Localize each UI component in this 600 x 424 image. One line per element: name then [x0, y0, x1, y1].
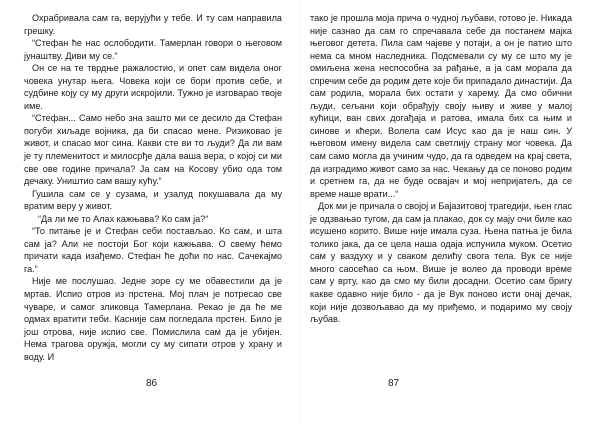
left-paragraph: “Стефан ће нас ослободити. Тамерлан говори о његовом јунаштву. Диви му се.“ — [24, 38, 282, 61]
left-paragraph: “То питање је и Стефан себи постављао. Ко сам, и шта сам ја? Али не постоји Бог који кажњава. О свему ћемо причати када изађемо. Стефан ће доћи по нас. Сачекајмо га.“ — [24, 226, 282, 274]
right-paragraph: тако је прошла моја прича о чудној љубави, готово је. Никада није сазнао да сам го спречавала себе да постанем мајка његовог детета. Пила сам чајеве у потаји, а он је патио што нема са мном наследника. Подсмевали су му се што му је омиљена жена неспособна за рађање, а ја сам морала да спречим себе да родим дете које би припадало династији. Да сам родила, морала бих остати у харему. Да смо обични људи, сељани који обрађују своју њиву и живе у малој кућици, ван свих догађаја и ратова, имала бих са њим и синове и кћери. Волела сам Исус као да је наш син. У његовом имену видела сам светлију страну мог човека. Да сам само могла да учиним чудо, да га одведем на крај света, да изградимо живот само за нас. Чекању да се поново родим и сретнем га, да не буде освајач и мој непријатељ, да се време наше врати...“ — [310, 13, 572, 199]
left-paragraph: Охрабривала сам га, верујући у тебе. И ту сам направила грешку. — [24, 13, 282, 36]
left-paragraph: Није ме послушао. Једне зоре су ме обавестили да је мртав. Испио отров из прстена. Мој плач је потресао све чуваре, и самог зликовца Тамерлана. Рекао је да ће ме одмах вратити теби. Касније сам погледала прстен. Било је још отрова, није испио све. Помислила сам да је убијен. Нема трагова оружја, могли су му сипати отров у храну и воду. И — [24, 276, 282, 362]
left-paragraph: “Да ли ме то Алах кажњава? Ко сам ја?“ — [38, 213, 209, 224]
left-page-text — [24, 12, 282, 363]
right-paragraph: Док ми је причала о својој и Бајазитовој трагедији, њен глас је одзвањао тугом, да сам ја плакао, док су мају очи биле као исушено корито. Више није имала суза. Њена патња је била толико јака, да се цела наша одаја испунила муком. Осетио сам у ваздуху и у сваком делићу свога тела. Вук се није много саосећао са њом. Више је волео да проводи време сам у врту, као да смо му били досадни. Осетио сам бригу какве одавно није било - да је Вук поново исти онај дечак, који није дозвољавао да му приђемо, и подаримо му своју љубав. — [310, 201, 572, 325]
page-number-right: 87 — [388, 378, 400, 389]
right-page-text — [310, 12, 572, 326]
left-paragraph: Гушила сам се у сузама, и узалуд покушавала да му вратим веру у живот. — [24, 188, 282, 212]
left-paragraph: Он се на те тврдње ражалостио, и опет сам видела оног човека унутар њега. Човека који се бори против себе, и судбине коју су му други искројили. Тужно је изговарао твоје име. — [24, 63, 282, 111]
page-number-left: 86 — [146, 378, 158, 389]
left-paragraph: “Стефан... Само небо зна зашто ми се десило да Стефан погуби хиљаде војника, да би спасао мене. Ризиковао је живот, и спасао мог сина. Какви сте ви то људи? Да ли вам је ту племенитост и милосрђе дала ваша вера, о којој си ми све ове године причала? Ја сам на Косову убио ода том дечаку. Уништио сам вашу кућу.“ — [24, 113, 282, 187]
right-page — [300, 0, 600, 424]
